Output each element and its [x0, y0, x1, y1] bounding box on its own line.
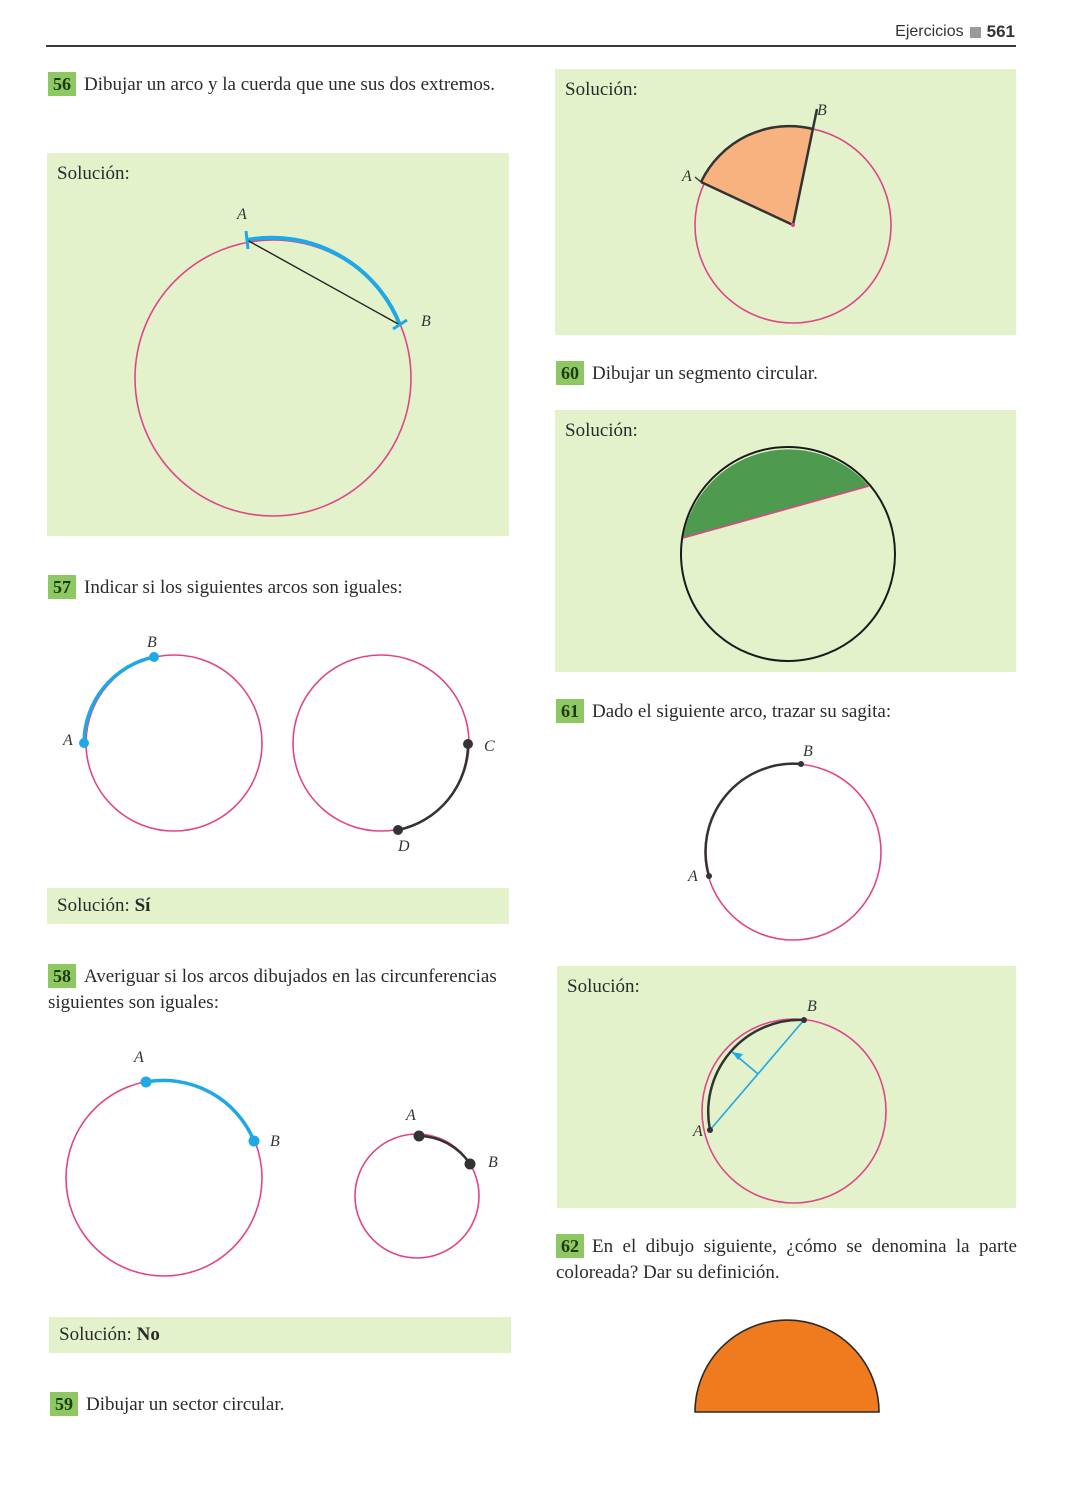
arc-cd [398, 744, 468, 830]
exercise-62 [556, 1234, 1017, 1286]
solution-60 [555, 410, 1016, 672]
solution-prefix: Solución: [57, 895, 130, 916]
solution-56 [47, 153, 509, 536]
exercise-number: 61 [556, 699, 584, 723]
exercise-58 [48, 964, 510, 1016]
point-label-b: B [421, 313, 431, 330]
exercise-text: Dibujar un sector circular. [86, 1394, 285, 1415]
sagitta-figure [557, 966, 1016, 1208]
arc-sagitta-problem-figure [680, 740, 900, 950]
point-b-small [465, 1159, 476, 1170]
center-point [791, 223, 795, 227]
solution-61 [557, 966, 1016, 1208]
exercise-57 [48, 575, 510, 601]
circular-segment-figure [555, 410, 1016, 672]
point-c [463, 739, 473, 749]
solution-58 [49, 1317, 511, 1353]
exercise-number: 56 [48, 72, 76, 96]
point-label-a: A [237, 206, 247, 223]
point-label-b: B [803, 743, 813, 760]
solution-answer: No [136, 1324, 160, 1345]
equal-arcs-figure [50, 625, 510, 865]
exercise-number: 59 [50, 1392, 78, 1416]
page-number: 561 [986, 22, 1015, 41]
solution-label: Solución: [565, 79, 638, 100]
exercise-61 [556, 699, 1017, 725]
point-a-small [414, 1131, 425, 1142]
leader-a [695, 177, 701, 182]
arc-ab [706, 764, 801, 876]
tick-a [246, 231, 248, 249]
exercise-60 [556, 361, 1017, 387]
point-label-b: B [147, 634, 157, 651]
point-label-a: A [63, 732, 73, 749]
circle [702, 1019, 886, 1203]
point-a [707, 1127, 713, 1133]
arc-ab [84, 657, 154, 743]
sector-figure [555, 69, 1016, 335]
solution-59 [555, 69, 1016, 335]
point-label-a-large: A [134, 1049, 144, 1066]
exercise-number: 62 [556, 1234, 584, 1258]
solution-answer: Sí [134, 895, 151, 916]
solution-prefix: Solución: [59, 1324, 132, 1345]
point-a-large [141, 1077, 152, 1088]
exercise-text: Averiguar si los arcos dibujados en las circunferencias siguientes son iguales: [48, 966, 497, 1013]
semicircle-fill [695, 1320, 879, 1412]
point-label-b-small: B [488, 1154, 498, 1171]
point-label-b: B [807, 998, 817, 1015]
chord-ab [710, 1020, 804, 1130]
solution-label: Solución: [567, 976, 640, 997]
exercise-56 [48, 72, 510, 98]
point-a [79, 738, 89, 748]
exercise-number: 60 [556, 361, 584, 385]
exercise-text: Dibujar un segmento circular. [592, 363, 818, 384]
point-label-a: A [688, 868, 698, 885]
header-rule [46, 45, 1016, 47]
point-label-a: A [682, 168, 692, 185]
exercise-text: Dibujar un arco y la cuerda que une sus dos extremos. [84, 74, 496, 95]
point-label-c: C [484, 738, 495, 755]
circle [135, 240, 411, 516]
arc-chord-figure [47, 153, 509, 536]
point-label-a-small: A [406, 1107, 416, 1124]
semicircle-figure [690, 1315, 886, 1419]
unequal-arcs-figure [50, 1040, 510, 1290]
chord-ab [247, 240, 400, 325]
point-b-large [249, 1136, 260, 1147]
sagitta-arrow-icon [732, 1052, 743, 1060]
solution-label: Solución: [565, 420, 638, 441]
point-b [798, 761, 804, 767]
point-label-b: B [817, 102, 827, 119]
exercise-text: Dado el siguiente arco, trazar su sagita: [592, 701, 892, 722]
point-label-b-large: B [270, 1133, 280, 1150]
exercise-59 [50, 1392, 512, 1418]
point-d [393, 825, 403, 835]
exercise-text: En el dibujo siguiente, ¿cómo se denomina la parte coloreada? Dar su definición. [556, 1236, 1017, 1283]
point-label-d: D [398, 838, 410, 855]
exercise-number: 58 [48, 964, 76, 988]
point-b [801, 1017, 807, 1023]
solution-label: Solución: [57, 163, 130, 184]
point-a [706, 873, 712, 879]
header-section: Ejercicios [895, 23, 964, 40]
solution-57 [47, 888, 509, 924]
exercise-number: 57 [48, 575, 76, 599]
arc-ab-large [146, 1080, 254, 1141]
exercise-text: Indicar si los siguientes arcos son iguales: [84, 577, 403, 598]
page-header [895, 22, 1015, 42]
point-label-a: A [693, 1123, 703, 1140]
header-square-icon [970, 27, 981, 38]
circle-left [86, 655, 262, 831]
point-b [149, 652, 159, 662]
